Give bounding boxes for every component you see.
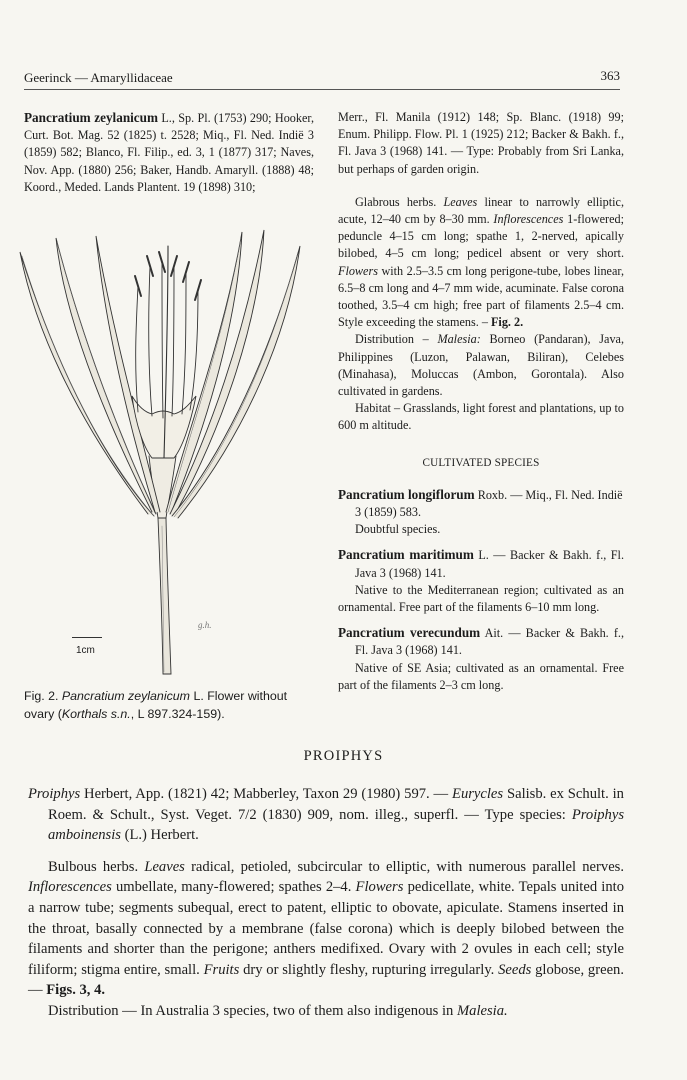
caption-species: Pancratium zeylanicum (61, 689, 190, 703)
desc-infl: 1-flowered; peduncle 4–15 cm long; spathe 1, 2-nerved, apically bilobed, 4–5 cm long; pedicel absent or very short. (338, 212, 625, 261)
tepal-1 (20, 252, 154, 516)
page-number: 363 (600, 68, 620, 83)
cultivated-heading: CULTIVATED SPECIES (422, 456, 540, 469)
pd-b: radical, petioled, subcircular to elliptic, with numerous parallel nerves. (191, 858, 624, 875)
zeylanicum-citation (24, 109, 314, 196)
species-name-longiflorum: Pancratium longiflorum (338, 486, 475, 502)
ref-part-2: Salisb. ex Schult. in Roem. & Schult., Syst. Veget. 7/2 (1830) 909, nom. illeg., superfl. — Type species: (48, 786, 624, 823)
dist-text: Borneo (Pandaran), Java, Philippines (Luzon, Palawan, Biliran), Celebes (Minahasa), Moluccas (Ambon, Gorontala). Also cultivated in gardens. (338, 332, 624, 399)
habitat-text: Grasslands, light forest and plantations, up to 600 m altitude. (338, 401, 624, 433)
zeylanicum-description (338, 194, 624, 332)
flower-illustration (14, 226, 314, 686)
longiflorum-ref: Roxb. — Miq., Fl. Ned. Indië 3 (1859) 583. (355, 487, 623, 520)
dist-label: Distribution – (355, 332, 429, 347)
zeylanicum-habitat (338, 400, 624, 434)
dist-malesia: Malesia: (437, 332, 481, 347)
filament-6 (190, 290, 198, 410)
running-header (24, 68, 620, 88)
ref-part-3: (L.) Herbert. (124, 827, 199, 844)
pd-fruits-label: Fruits (203, 961, 240, 978)
desc-leaves-label: Leaves (443, 194, 478, 209)
artist-mark: g.h. (198, 620, 212, 630)
left-column (24, 109, 314, 196)
figure-caption (24, 688, 320, 723)
pd-e: dry or slightly fleshy, rupturing irregularly. (243, 961, 495, 978)
right-column (338, 109, 624, 694)
filament-1 (136, 286, 138, 412)
type-species: Proiphys amboinensis (48, 806, 624, 844)
species-name-maritimum: Pancratium maritimum (338, 547, 474, 563)
pd-a: Bulbous herbs. (48, 858, 139, 875)
pdist-malesia: Malesia. (457, 1002, 508, 1019)
maritimum-citation (338, 546, 624, 581)
verecundum-ref: Ait. — Backer & Bakh. f., Fl. Java 3 (1968) 141. (355, 626, 625, 658)
zeylanicum-citation-cont: Merr., Fl. Manila (1912) 148; Sp. Blanc. (1918) 99; Enum. Philipp. Flow. Pl. 1 (1925) 212; Backer & Bakh. f., Fl. Java 3 (1968) 141. — Type: Probably from Sri Lanka, but perhaps of garden origin. (338, 110, 624, 176)
pd-leaves-label: Leaves (144, 858, 185, 875)
verecundum-citation (338, 624, 624, 659)
longiflorum-note: Doubtful species. (355, 522, 441, 537)
zeylanicum-distribution (338, 331, 624, 400)
pd-fig-ref: Figs. 3, 4. (46, 982, 106, 999)
verecundum-note: Native of SE Asia; cultivated as an ornamental. Free part of the filaments 2–3 cm long. (338, 660, 624, 692)
caption-prefix: Fig. 2. (24, 689, 59, 703)
scale-bar (72, 637, 102, 638)
flower-stalk (158, 518, 171, 674)
species-name-verecundum: Pancratium verecundum (338, 625, 481, 641)
proiphys-distribution (28, 1001, 624, 1022)
habitat-label: Habitat – (355, 401, 401, 416)
pdist-text: In Australia 3 species, two of them also indigenous in (140, 1002, 454, 1019)
header-rule (24, 89, 620, 90)
pd-d: pedicellate, white. Tepals united into a narrow tube; segments subequal, erect to patent, elliptic to obovate, apiculate. Stamens inserted in the throat, basally connected by a membrane (false corona) which is deeply bilobed between the filaments and shorter than the perigone; anthers medifixed. Ovary with 2 ovules in each cell; style filiform; stigma entire, small. (28, 879, 625, 978)
cultivated-verecundum (338, 624, 624, 694)
longiflorum-citation (338, 486, 624, 521)
synonym-eurycles: Eurycles (452, 786, 504, 802)
desc-fig-ref: Fig. 2. (490, 315, 524, 330)
section-title-proiphys: PROIPHYS (303, 748, 384, 764)
pdist-label: Distribution — (48, 1002, 137, 1019)
maritimum-ref: L. — Backer & Bakh. f., Fl. Java 3 (1968) 141. (355, 548, 624, 580)
pd-infl-label: Inflorescences (28, 879, 112, 896)
species-name-zeylanicum: Pancratium zeylanicum (24, 110, 158, 125)
desc-leaves: linear to narrowly elliptic, acute, 12–40 cm by 8–30 mm. (338, 194, 625, 227)
caption-suffix: , L 897.324-159). (130, 706, 225, 721)
proiphys-reference (28, 784, 624, 846)
desc-flowers: with 2.5–3.5 cm long perigone-tube, lobes linear, 6.5–8 cm long and 4–7 mm wide, acuminate. False corona toothed, 3.5–4 cm high; free part of filaments 2.5–4 cm. Style exceeding the stamens. – (338, 263, 624, 330)
filament-3 (162, 262, 163, 418)
pd-c: umbellate, many-flowered; spathes 2–4. (115, 879, 352, 896)
cultivated-longiflorum (338, 486, 624, 539)
filament-4 (172, 266, 174, 416)
ref-part-1: Herbert, App. (1821) 42; Mabberley, Taxon 29 (1980) 597. — (84, 786, 449, 802)
desc-flowers-label: Flowers (338, 263, 378, 278)
desc-intro: Glabrous herbs. (355, 194, 437, 209)
proiphys-body (28, 784, 624, 1022)
genus-name: Proiphys (28, 786, 81, 802)
filament-2 (149, 266, 152, 416)
tepal-2 (56, 238, 156, 514)
pd-flowers-label: Flowers (355, 879, 404, 896)
pd-f: globose, green. — (28, 961, 624, 999)
proiphys-description (28, 857, 624, 1001)
running-head: Geerinck — Amaryllidaceae (24, 70, 173, 85)
maritimum-note: Native to the Mediterranean region; cultivated as an ornamental. Free part of the filaments 6–10 mm long. (338, 582, 624, 615)
scale-label: 1cm (76, 645, 95, 656)
filament-5 (182, 272, 186, 414)
cultivated-maritimum (338, 546, 624, 616)
desc-infl-label: Inflorescences (493, 212, 564, 227)
pd-seeds-label: Seeds (498, 961, 532, 978)
caption-collector: Korthals s.n. (61, 706, 131, 721)
caption-text: L. Flower without ovary ( (24, 689, 288, 721)
zeylanicum-citation-left: L., Sp. Pl. (1753) 290; Hooker, Curt. Bot. Mag. 52 (1825) t. 2528; Miq., Fl. Ned. Indië 3 (1859) 582; Blanco, Fl. Filip., ed. 3, 1 (1877) 317; Naves, Nov. App. (1880) 256; Baker, Handb. Amaryll. (1888) 48; Koord., Meded. Lands Plantent. 19 (1898) 310; (24, 111, 315, 194)
